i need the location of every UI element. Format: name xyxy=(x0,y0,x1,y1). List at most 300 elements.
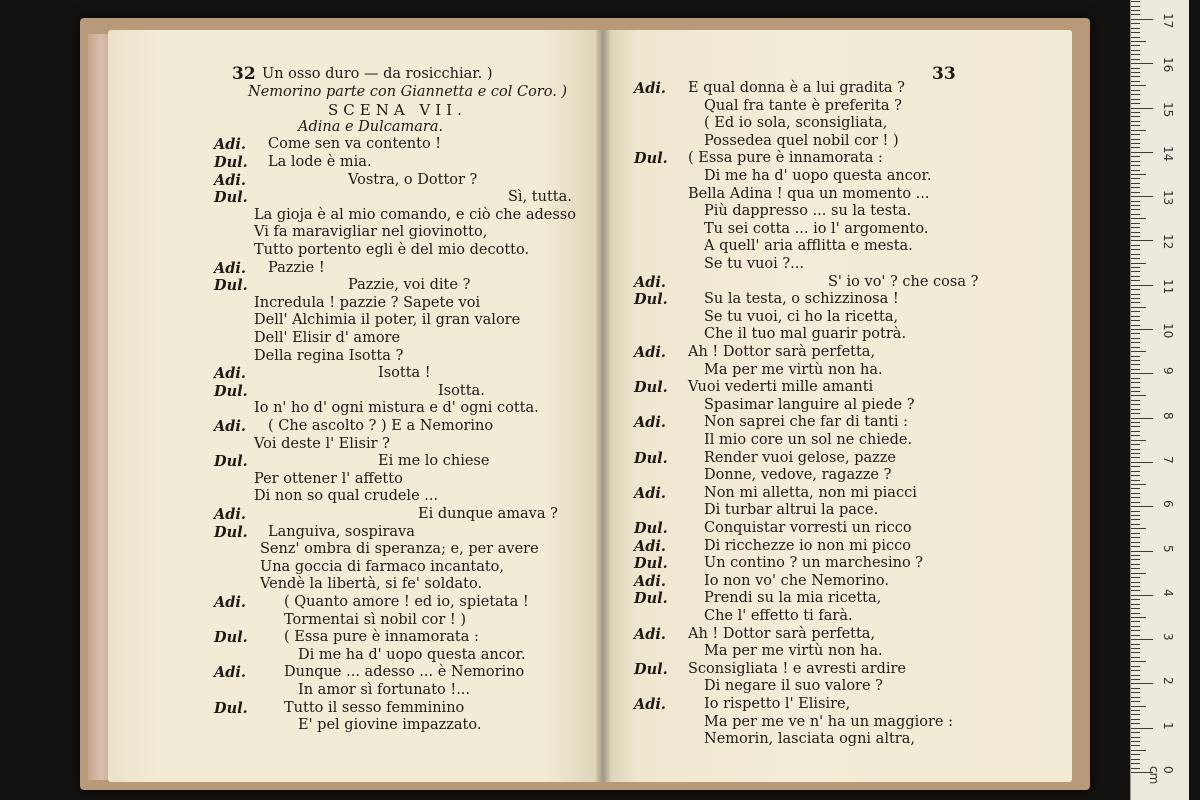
ruler-tick xyxy=(1131,99,1140,100)
ruler-tick xyxy=(1131,289,1140,290)
ruler-tick xyxy=(1131,28,1140,29)
text-line: Che il tuo mal guarir potrà. xyxy=(704,326,907,343)
ruler-tick xyxy=(1131,263,1146,264)
ruler-tick xyxy=(1131,76,1140,77)
text-line: Che l' effetto ti farà. xyxy=(704,608,853,624)
ruler-tick xyxy=(1131,493,1140,494)
text-line: Isotta ! xyxy=(378,365,431,382)
text-line: Dell' Elisir d' amore xyxy=(254,330,401,346)
text-line: Un contino ? un marchesino ? xyxy=(704,555,924,572)
text-line: Languiva, sospirava xyxy=(268,523,415,540)
ruler-tick xyxy=(1131,369,1140,370)
ruler-tick xyxy=(1131,453,1140,454)
ruler-tick xyxy=(1131,577,1140,578)
ruler-tick xyxy=(1131,81,1140,82)
text-line: Se tu vuoi ?... xyxy=(704,256,805,272)
ruler-tick xyxy=(1131,435,1140,436)
ruler-tick xyxy=(1131,50,1140,51)
speaker-label: Adi. xyxy=(634,696,666,713)
ruler-tick xyxy=(1131,475,1140,476)
ruler-tick xyxy=(1131,59,1140,60)
ruler-tick xyxy=(1131,333,1140,334)
speaker-label: Adi. xyxy=(214,365,246,383)
measurement-ruler xyxy=(1130,0,1189,800)
speaker-label: Dul. xyxy=(634,590,668,608)
ruler-tick xyxy=(1131,143,1140,144)
ruler-tick xyxy=(1131,692,1140,693)
ruler-tick xyxy=(1131,617,1146,618)
ruler-tick xyxy=(1131,338,1140,339)
speaker-label: Adi. xyxy=(634,625,666,643)
ruler-tick xyxy=(1131,586,1140,587)
ruler-label: 2 xyxy=(1161,677,1175,686)
ruler-tick xyxy=(1131,573,1146,574)
text-line: Di non so qual crudele ... xyxy=(254,488,439,505)
text-line: Ah ! Dottor sarà perfetta, xyxy=(688,625,876,642)
ruler-tick xyxy=(1131,218,1146,219)
text-line: Vuoi vederti mille amanti xyxy=(688,379,874,396)
text-line: S' io vo' ? che cosa ? xyxy=(828,273,979,290)
text-line: ( Quanto amore ! ed io, spietata ! xyxy=(284,594,529,610)
text-line: Come sen va contento ! xyxy=(268,136,442,153)
text-line: Adina e Dulcamara. xyxy=(298,118,444,135)
ruler-tick xyxy=(1131,112,1140,113)
text-line: Di me ha d' uopo questa ancor. xyxy=(298,646,526,663)
ruler-tick xyxy=(1131,621,1140,622)
right-page xyxy=(602,30,1072,782)
text-line: Prendi su la mia ricetta, xyxy=(704,590,882,607)
ruler-tick xyxy=(1131,285,1153,286)
text-line: Se tu vuoi, ci ho la ricetta, xyxy=(704,308,899,325)
ruler-tick xyxy=(1131,134,1140,135)
ruler-tick xyxy=(1131,542,1140,543)
ruler-tick xyxy=(1131,316,1140,317)
ruler-tick xyxy=(1131,294,1140,295)
ruler-tick xyxy=(1131,763,1140,764)
ruler-tick xyxy=(1131,480,1140,481)
ruler-tick xyxy=(1131,590,1140,591)
ruler-tick xyxy=(1131,644,1140,645)
speaker-label: Adi. xyxy=(214,418,246,435)
speaker-label: Adi. xyxy=(634,484,666,502)
ruler-tick xyxy=(1131,675,1140,676)
ruler-tick xyxy=(1131,440,1146,441)
speaker-label: Dul. xyxy=(634,291,668,309)
ruler-tick xyxy=(1131,178,1140,179)
ruler-tick xyxy=(1131,719,1140,720)
ruler-tick xyxy=(1131,267,1140,268)
ruler-tick xyxy=(1131,648,1140,649)
text-line: Per ottener l' affetto xyxy=(254,470,403,487)
ruler-tick xyxy=(1131,378,1140,379)
ruler-tick xyxy=(1131,466,1140,467)
ruler-tick xyxy=(1131,72,1140,73)
speaker-label: Dul. xyxy=(634,555,668,573)
ruler-tick xyxy=(1131,68,1140,69)
ruler-label: 16 xyxy=(1161,57,1175,73)
page-edges xyxy=(88,34,110,780)
text-line: Possedea quel nobil cor ! ) xyxy=(704,132,899,149)
speaker-label: Adi. xyxy=(634,537,666,555)
speaker-label: Dul. xyxy=(214,629,248,647)
ruler-tick xyxy=(1131,759,1140,760)
text-line: ( Ed io sola, sconsigliata, xyxy=(704,115,888,132)
ruler-tick xyxy=(1131,666,1140,667)
ruler-tick xyxy=(1131,418,1153,419)
ruler-tick xyxy=(1131,519,1140,520)
ruler-tick xyxy=(1131,741,1140,742)
ruler-tick xyxy=(1131,6,1140,7)
ruler-tick xyxy=(1131,431,1140,432)
text-line: ( Essa pure è innamorata : xyxy=(284,629,479,646)
ruler-tick xyxy=(1131,426,1140,427)
text-line: Pazzie ! xyxy=(268,259,325,276)
text-line: Non mi alletta, non mi piacci xyxy=(704,484,917,501)
ruler-tick xyxy=(1131,745,1140,746)
text-line: Sconsigliata ! e avresti ardire xyxy=(688,660,906,677)
ruler-tick xyxy=(1131,37,1140,38)
ruler-label: 11 xyxy=(1161,278,1175,294)
ruler-tick xyxy=(1131,737,1140,738)
speaker-label: Dul. xyxy=(214,154,248,171)
ruler-tick xyxy=(1131,657,1140,658)
ruler-tick xyxy=(1131,533,1140,534)
ruler-tick xyxy=(1131,471,1140,472)
text-line: Voi deste l' Elisir ? xyxy=(254,435,390,452)
text-line: Su la testa, o schizzinosa ! xyxy=(704,291,899,308)
text-line: Il mio core un sol ne chiede. xyxy=(704,432,913,448)
speaker-label: Adi. xyxy=(214,171,246,189)
ruler-tick xyxy=(1131,90,1140,91)
speaker-label: Dul. xyxy=(214,523,248,541)
ruler-tick xyxy=(1131,626,1140,627)
ruler-tick xyxy=(1131,400,1140,401)
ruler-tick xyxy=(1131,568,1140,569)
ruler-tick xyxy=(1131,165,1140,166)
text-line: Un osso duro — da rosicchiar. ) xyxy=(262,66,493,82)
ruler-tick xyxy=(1131,125,1140,126)
text-line: Più dappresso ... su la testa. xyxy=(704,203,912,220)
speaker-label: Dul. xyxy=(214,699,248,717)
ruler-tick xyxy=(1131,23,1140,24)
ruler-tick xyxy=(1131,161,1140,162)
text-line: Conquistar vorresti un ricco xyxy=(704,520,912,536)
ruler-tick xyxy=(1131,302,1140,303)
text-line: E qual donna è a lui gradita ? xyxy=(688,80,905,96)
ruler-tick xyxy=(1131,528,1146,529)
ruler-tick xyxy=(1131,108,1153,109)
ruler-tick xyxy=(1131,546,1140,547)
ruler-tick xyxy=(1131,599,1140,600)
speaker-label: Dul. xyxy=(634,150,668,168)
speaker-label: Dul. xyxy=(214,382,248,400)
ruler-tick xyxy=(1131,515,1140,516)
ruler-tick xyxy=(1131,613,1140,614)
ruler-tick xyxy=(1131,276,1140,277)
ruler-tick xyxy=(1131,351,1146,352)
ruler-tick xyxy=(1131,683,1153,684)
page-number: 32 xyxy=(232,64,256,84)
ruler-tick xyxy=(1131,382,1140,383)
ruler-label: 13 xyxy=(1161,190,1175,206)
ruler-tick xyxy=(1131,14,1140,15)
text-line: Vi fa maravigliar nel giovinotto, xyxy=(254,224,488,241)
ruler-tick xyxy=(1131,404,1140,405)
ruler-tick xyxy=(1131,754,1140,755)
ruler-tick xyxy=(1131,121,1140,122)
ruler-label: 7 xyxy=(1161,455,1175,464)
ruler-label: 8 xyxy=(1161,411,1175,420)
text-line: Isotta. xyxy=(438,382,485,399)
text-line: In amor sì fortunato !... xyxy=(298,682,471,698)
ruler-tick xyxy=(1131,728,1153,729)
text-line: E' pel giovine impazzato. xyxy=(298,717,482,734)
ruler-tick xyxy=(1131,608,1140,609)
ruler-tick xyxy=(1131,457,1140,458)
ruler-tick xyxy=(1131,595,1153,596)
text-line: Tu sei cotta ... io l' argomento. xyxy=(704,220,929,237)
speaker-label: Adi. xyxy=(634,414,666,432)
ruler-tick xyxy=(1131,201,1140,202)
ruler-tick xyxy=(1131,325,1140,326)
text-line: Senz' ombra di speranza; e, per avere xyxy=(260,541,539,558)
ruler-tick xyxy=(1131,32,1140,33)
speaker-label: Adi. xyxy=(634,344,666,361)
ruler-tick xyxy=(1131,395,1146,396)
text-line: La lode è mia. xyxy=(268,154,372,170)
ruler-tick xyxy=(1131,156,1140,157)
ruler-tick xyxy=(1131,750,1146,751)
text-line: Spasimar languire al piede ? xyxy=(704,396,915,413)
text-line: Io non vo' che Nemorino. xyxy=(704,572,889,589)
ruler-tick xyxy=(1131,497,1140,498)
ruler-label: 17 xyxy=(1161,12,1175,29)
ruler-tick xyxy=(1131,502,1140,503)
speaker-label: Dul. xyxy=(214,453,248,471)
ruler-tick xyxy=(1131,152,1153,153)
text-line: ( Che ascolto ? ) E a Nemorino xyxy=(268,418,494,434)
ruler-tick xyxy=(1131,409,1140,410)
ruler-label: 15 xyxy=(1161,101,1175,117)
text-line: Di ricchezze io non mi picco xyxy=(704,537,911,554)
ruler-tick xyxy=(1131,271,1140,272)
speaker-label: Dul. xyxy=(634,449,668,467)
ruler-tick xyxy=(1131,706,1146,707)
ruler-tick xyxy=(1131,170,1140,171)
speaker-label: Adi. xyxy=(214,259,246,277)
speaker-label: Dul. xyxy=(214,277,248,295)
ruler-tick xyxy=(1131,240,1153,241)
ruler-tick xyxy=(1131,254,1140,255)
text-line: Ei me lo chiese xyxy=(378,453,490,470)
ruler-tick xyxy=(1131,413,1140,414)
ruler-tick xyxy=(1131,183,1140,184)
speaker-label: Adi. xyxy=(634,80,666,97)
ruler-tick xyxy=(1131,45,1140,46)
ruler-tick xyxy=(1131,1,1140,2)
ruler-tick xyxy=(1131,768,1140,769)
ruler-tick xyxy=(1131,249,1140,250)
ruler-tick xyxy=(1131,342,1140,343)
speaker-label: Adi. xyxy=(214,594,246,611)
ruler-label: 1 xyxy=(1161,721,1175,730)
ruler-tick xyxy=(1131,524,1140,525)
ruler-tick xyxy=(1131,174,1146,175)
ruler-label: 0 cm xyxy=(1147,766,1175,785)
ruler-label: 5 xyxy=(1161,544,1175,553)
text-line: Io rispetto l' Elisire, xyxy=(704,696,851,712)
ruler-tick xyxy=(1131,462,1153,463)
ruler-label: 9 xyxy=(1161,367,1175,375)
text-line: Non saprei che far di tanti : xyxy=(704,414,908,431)
text-line: Donne, vedove, ragazze ? xyxy=(704,467,892,484)
ruler-tick xyxy=(1131,130,1146,131)
text-line: Ah ! Dottor sarà perfetta, xyxy=(688,344,876,360)
ruler-tick xyxy=(1131,187,1140,188)
ruler-tick xyxy=(1131,311,1140,312)
ruler-tick xyxy=(1131,360,1140,361)
text-line: Di me ha d' uopo questa ancor. xyxy=(704,168,932,184)
ruler-tick xyxy=(1131,444,1140,445)
text-line: Vendè la libertà, si fe' soldato. xyxy=(260,576,483,593)
ruler-tick xyxy=(1131,298,1140,299)
ruler-label: 4 xyxy=(1161,588,1175,597)
ruler-tick xyxy=(1131,258,1140,259)
ruler-tick xyxy=(1131,245,1140,246)
ruler-tick xyxy=(1131,41,1146,42)
text-line: Tutto portento egli è del mio decotto. xyxy=(254,242,530,258)
ruler-tick xyxy=(1131,94,1140,95)
text-line: Bella Adina ! qua un momento ... xyxy=(688,185,930,202)
ruler-tick xyxy=(1131,192,1140,193)
text-line: Io n' ho d' ogni mistura e d' ogni cotta. xyxy=(254,400,539,417)
ruler-tick xyxy=(1131,147,1140,148)
text-line: Ei dunque amava ? xyxy=(418,506,558,522)
ruler-tick xyxy=(1131,670,1140,671)
text-line: Una goccia di farmaco incantato, xyxy=(260,558,505,575)
ruler-tick xyxy=(1131,582,1140,583)
ruler-tick xyxy=(1131,236,1140,237)
ruler-tick xyxy=(1131,422,1140,423)
speaker-label: Adi. xyxy=(214,664,246,682)
ruler-tick xyxy=(1131,391,1140,392)
ruler-tick xyxy=(1131,688,1140,689)
ruler-label: 3 xyxy=(1161,633,1175,641)
ruler-tick xyxy=(1131,630,1140,631)
text-line: La gioja è al mio comando, e ciò che adesso xyxy=(254,206,576,223)
ruler-tick xyxy=(1131,364,1140,365)
ruler-tick xyxy=(1131,320,1140,321)
ruler-tick xyxy=(1131,116,1140,117)
ruler-tick xyxy=(1131,723,1140,724)
speaker-label: Dul. xyxy=(634,520,668,537)
ruler-tick xyxy=(1131,103,1140,104)
text-line: Sì, tutta. xyxy=(508,189,572,206)
ruler-tick xyxy=(1131,85,1146,86)
ruler-tick xyxy=(1131,661,1146,662)
ruler-tick xyxy=(1131,10,1140,11)
ruler-tick xyxy=(1131,347,1140,348)
text-line: A quell' aria afflitta e mesta. xyxy=(704,238,913,255)
ruler-tick xyxy=(1131,488,1140,489)
ruler-tick xyxy=(1131,604,1140,605)
ruler-tick xyxy=(1131,537,1140,538)
ruler-tick xyxy=(1131,307,1146,308)
text-line: Tutto il sesso femminino xyxy=(284,699,465,716)
book-gutter xyxy=(596,30,610,782)
scene-heading: SCENA VII. xyxy=(328,101,467,120)
ruler-tick xyxy=(1131,635,1140,636)
ruler-tick xyxy=(1131,506,1153,507)
ruler-tick xyxy=(1131,54,1140,55)
speaker-label: Dul. xyxy=(634,660,668,678)
speaker-label: Adi. xyxy=(634,572,666,590)
text-line: Ma per me virtù non ha. xyxy=(704,361,883,378)
ruler-tick xyxy=(1131,551,1153,552)
speaker-label: Adi. xyxy=(214,506,246,523)
text-line: Render vuoi gelose, pazze xyxy=(704,449,897,466)
ruler-tick xyxy=(1131,373,1153,374)
text-line: Di turbar altrui la pace. xyxy=(704,502,879,519)
speaker-label: Dul. xyxy=(214,189,248,207)
ruler-tick xyxy=(1131,139,1140,140)
ruler-tick xyxy=(1131,449,1140,450)
text-line: Ma per me ve n' ha un maggiore : xyxy=(704,713,953,730)
ruler-tick xyxy=(1131,652,1140,653)
ruler-label: 12 xyxy=(1161,234,1175,250)
ruler-tick xyxy=(1131,19,1153,20)
text-line: ( Essa pure è innamorata : xyxy=(688,150,883,167)
ruler-tick xyxy=(1131,63,1153,64)
ruler-tick xyxy=(1131,205,1140,206)
ruler-tick xyxy=(1131,679,1140,680)
ruler-tick xyxy=(1131,714,1140,715)
ruler-tick xyxy=(1131,701,1140,702)
ruler-tick xyxy=(1131,356,1140,357)
text-line: Vostra, o Dottor ? xyxy=(348,171,478,188)
text-line: Pazzie, voi dite ? xyxy=(348,277,471,294)
text-line: Della regina Isotta ? xyxy=(254,347,404,364)
ruler-tick xyxy=(1131,564,1140,565)
text-line: Incredula ! pazzie ? Sapete voi xyxy=(254,294,481,311)
left-page xyxy=(108,30,602,782)
ruler-tick xyxy=(1131,209,1140,210)
ruler-tick xyxy=(1131,555,1140,556)
ruler-tick xyxy=(1131,559,1140,560)
ruler-tick xyxy=(1131,280,1140,281)
ruler-tick xyxy=(1131,697,1140,698)
ruler-tick xyxy=(1131,639,1153,640)
ruler-tick xyxy=(1131,484,1146,485)
ruler-label: 6 xyxy=(1161,500,1175,508)
text-line: Tormentai sì nobil cor ! ) xyxy=(284,611,467,628)
ruler-tick xyxy=(1131,387,1140,388)
ruler-tick xyxy=(1131,732,1140,733)
text-line: Dell' Alchimia il poter, il gran valore xyxy=(254,312,521,329)
ruler-tick xyxy=(1131,511,1140,512)
text-line: Qual fra tante è preferita ? xyxy=(704,97,902,114)
ruler-tick xyxy=(1131,329,1153,330)
ruler-tick xyxy=(1131,214,1140,215)
speaker-label: Adi. xyxy=(634,273,666,291)
text-line: Ma per me virtù non ha. xyxy=(704,643,883,660)
text-line: Di negare il suo valore ? xyxy=(704,678,883,695)
page-number: 33 xyxy=(932,64,956,84)
ruler-tick xyxy=(1131,710,1140,711)
text-line: Nemorin, lasciata ogni altra, xyxy=(704,731,915,748)
ruler-label: 14 xyxy=(1161,145,1175,162)
ruler-tick xyxy=(1131,196,1153,197)
